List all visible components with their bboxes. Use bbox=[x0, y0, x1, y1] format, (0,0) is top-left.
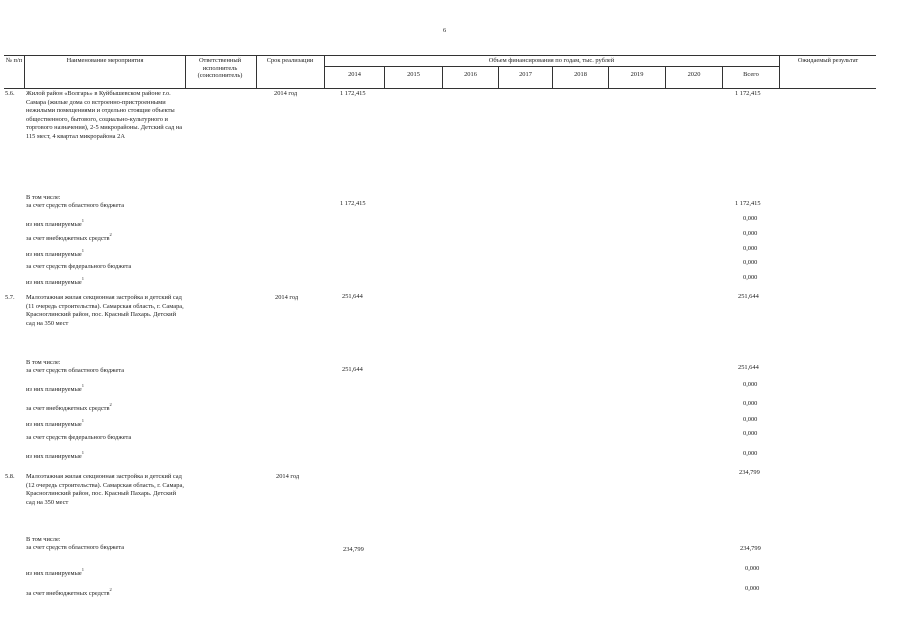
zero-value: 0,000 bbox=[745, 585, 760, 592]
header-executor: Ответственный исполнитель (соисполнитель) bbox=[197, 57, 243, 80]
zero-value: 0,000 bbox=[743, 245, 758, 252]
zero-value: 0,000 bbox=[743, 230, 758, 237]
header-year: 2020 bbox=[687, 71, 701, 78]
planned-label: из них планируемые$^1$ bbox=[26, 567, 84, 577]
zero-value: 0,000 bbox=[743, 274, 758, 281]
extrabudget-label: за счет внебюджетных средств$^2$ bbox=[26, 587, 112, 597]
federal-label: за счет средств федерального бюджета bbox=[26, 263, 132, 270]
header-year: 2019 bbox=[630, 71, 644, 78]
regional-value-total: 234,799 bbox=[740, 545, 761, 552]
header-year: 2018 bbox=[574, 71, 587, 78]
row-value-2014: 1 172,415 bbox=[340, 90, 366, 97]
header-year: 2015 bbox=[407, 71, 420, 78]
planned-label: из них планируемые$^1$ bbox=[26, 450, 84, 460]
zero-value: 0,000 bbox=[743, 259, 758, 266]
planned-label: из них планируемые$^1$ bbox=[26, 276, 84, 286]
header-result: Ожидаемый результат bbox=[797, 57, 859, 64]
row-term: 2014 год bbox=[276, 473, 300, 480]
row-name: Малоэтажная жилая секционная застройка и детский сад (11 очередь строительства). Самарская область, г. Самара, Красноглинский район, пос. Красный Пахарь. Детский сад на 350 мест bbox=[26, 294, 184, 327]
col-divider bbox=[185, 55, 186, 88]
regional-value-total: 1 172,415 bbox=[735, 200, 761, 207]
row-name: Жилой район «Волгарь» в Куйбышевском районе г.о. Самара (жилые дома со встроенно-пристроенными нежилыми помещениями и отдельно стоящие объекты общественного, бытового, социально-культурного и торгового назначения), 2-5 микрорайоны. Детский сад на 115 мест, 4 квартал микрорайона 2А bbox=[26, 90, 183, 140]
col-divider bbox=[24, 55, 25, 88]
zero-value: 0,000 bbox=[743, 215, 758, 222]
row-number: 5.8. bbox=[5, 473, 15, 480]
header-no: № п/п bbox=[5, 57, 23, 64]
extrabudget-label: за счет внебюджетных средств$^2$ bbox=[26, 232, 112, 242]
row-value-total: 251,644 bbox=[738, 293, 759, 300]
row-name: Малоэтажная жилая секционная застройка и детский сад (12 очередь строительства). Самарская область, г. Самара, Красноглинский район, пос. Красный Пахарь. Детский сад на 350 мест bbox=[26, 473, 184, 506]
including-label: В том числе: bbox=[26, 536, 61, 543]
header-financing: Объем финансирования по годам, тыс. рублей bbox=[488, 57, 615, 64]
regional-label: за счет средств областного бюджета bbox=[26, 367, 125, 374]
zero-value: 0,000 bbox=[743, 416, 758, 423]
page-number: 6 bbox=[443, 27, 447, 34]
regional-value-2014: 251,644 bbox=[342, 366, 363, 373]
zero-value: 0,000 bbox=[743, 381, 758, 388]
row-value-total: 1 172,415 bbox=[735, 90, 761, 97]
row-number: 5.7. bbox=[5, 294, 15, 301]
row-term: 2014 год bbox=[274, 90, 298, 97]
row-number: 5.6. bbox=[5, 90, 15, 97]
zero-value: 0,000 bbox=[743, 400, 758, 407]
extrabudget-label: за счет внебюджетных средств$^2$ bbox=[26, 402, 112, 412]
table-top-border bbox=[4, 55, 876, 56]
including-label: В том числе: bbox=[26, 194, 61, 201]
planned-label: из них планируемые$^1$ bbox=[26, 218, 84, 228]
header-year: 2014 bbox=[348, 71, 361, 78]
regional-label: за счет средств областного бюджета bbox=[26, 202, 125, 209]
header-term: Срок реализации bbox=[266, 57, 314, 64]
zero-value: 0,000 bbox=[743, 430, 758, 437]
including-label: В том числе: bbox=[26, 359, 61, 366]
planned-label: из них планируемые$^1$ bbox=[26, 248, 84, 258]
regional-value-total: 251,644 bbox=[738, 364, 759, 371]
regional-value-2014: 1 172,415 bbox=[340, 200, 366, 207]
federal-label: за счет средств федерального бюджета bbox=[26, 434, 132, 441]
planned-label: из них планируемые$^1$ bbox=[26, 383, 84, 393]
regional-value-2014: 234,799 bbox=[343, 546, 364, 553]
header-year: 2017 bbox=[519, 71, 532, 78]
zero-value: 0,000 bbox=[743, 450, 758, 457]
header-total: Всего bbox=[743, 71, 759, 78]
planned-label: из них планируемые$^1$ bbox=[26, 418, 84, 428]
row-value-2014: 251,644 bbox=[342, 293, 363, 300]
table-header-bottom bbox=[4, 88, 876, 89]
regional-label: за счет средств областного бюджета bbox=[26, 544, 125, 551]
row-term: 2014 год bbox=[275, 294, 299, 301]
header-name: Наименование мероприятия bbox=[66, 57, 144, 64]
zero-value: 0,000 bbox=[745, 565, 760, 572]
row-value-total: 234,799 bbox=[739, 469, 760, 476]
header-year: 2016 bbox=[464, 71, 477, 78]
